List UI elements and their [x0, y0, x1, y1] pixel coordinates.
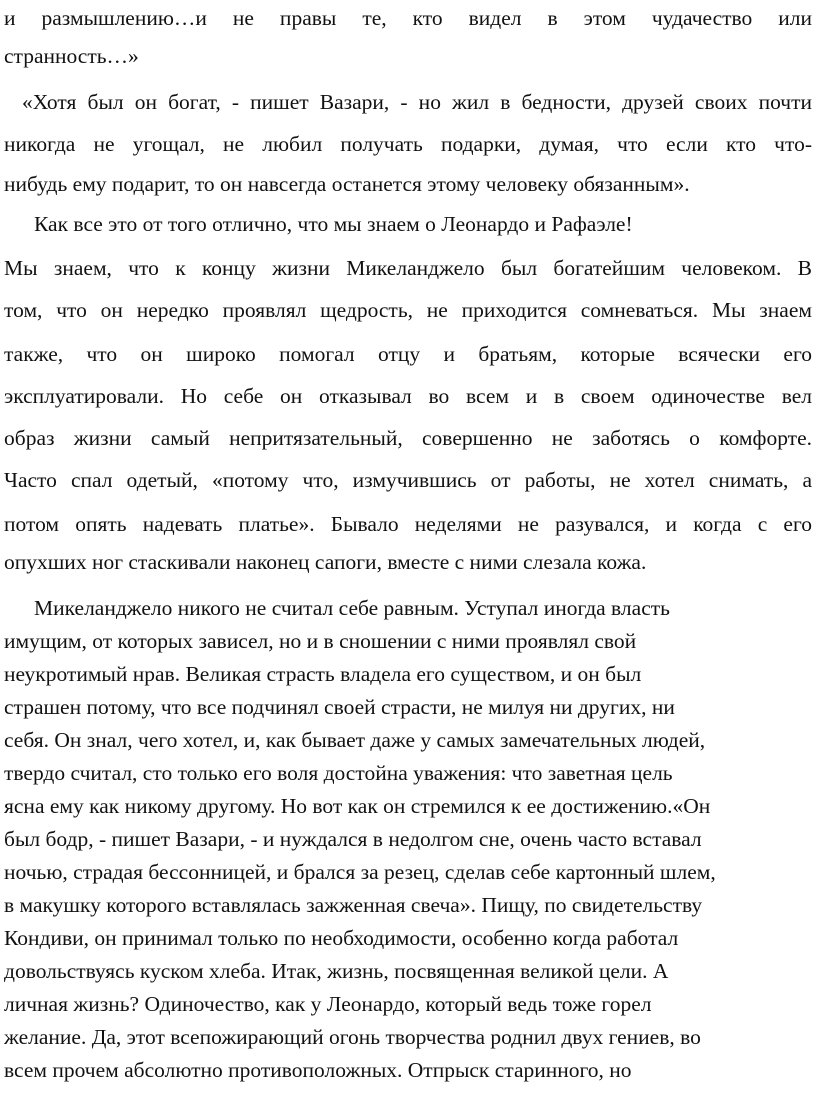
text-line: также, что он широко помогал отцу и братьям, которые всячески его	[4, 342, 812, 366]
text-line: неукротимый нрав. Великая страсть владела его существом, и он был	[4, 662, 642, 686]
text-line: Мы знаем, что к концу жизни Микеланджело был богатейшим человеком. В	[4, 256, 812, 280]
text-line: том, что он нередко проявлял щедрость, не приходится сомневаться. Мы знаем	[4, 298, 812, 322]
text-line: опухших ног стаскивали наконец сапоги, вместе с ними слезала кожа.	[4, 550, 647, 574]
text-line: и размышлению…и не правы те, кто видел в этом чудачество или	[4, 6, 812, 30]
text-line: себя. Он знал, чего хотел, и, как бывает даже у самых замечательных людей,	[4, 728, 706, 752]
text-line: в макушку которого вставлялась зажженная свеча». Пищу, по свидетельству	[4, 893, 703, 917]
text-line: нибудь ему подарит, то он навсегда останется этому человеку обязанным».	[4, 172, 690, 196]
text-line: «Хотя был он богат, - пишет Вазари, - но жил в бедности, друзей своих почти	[22, 90, 812, 114]
text-line: потом опять надевать платье». Бывало неделями не разувался, и когда с его	[4, 512, 812, 536]
text-line: был бодр, - пишет Вазари, - и нуждался в недолгом сне, очень часто вставал	[4, 827, 702, 851]
text-line: Микеланджело никого не считал себе равным. Уступал иногда власть	[34, 596, 670, 620]
text-line: Кондиви, он принимал только по необходимости, особенно когда работал	[4, 926, 679, 950]
text-line: ясна ему как никому другому. Но вот как он стремился к ее достижению.«Он	[4, 794, 711, 818]
text-line: Как все это от того отлично, что мы знаем о Леонардо и Рафаэле!	[34, 212, 633, 236]
text-line: страшен потому, что все подчинял своей страсти, не милуя ни других, ни	[4, 695, 675, 719]
text-line: имущим, от которых зависел, но и в сношении с ними проявлял свой	[4, 629, 637, 653]
text-line: образ жизни самый непритязательный, совершенно не заботясь о комфорте.	[4, 426, 812, 450]
text-line: всем прочем абсолютно противоположных. Отпрыск старинного, но	[4, 1058, 632, 1082]
text-line: никогда не угощал, не любил получать подарки, думая, что если кто что-	[4, 132, 812, 156]
text-line: личная жизнь? Одиночество, как у Леонардо, который ведь тоже горел	[4, 992, 652, 1016]
text-line: твердо считал, сто только его воля достойна уважения: что заветная цель	[4, 761, 673, 785]
text-line: Часто спал одетый, «потому что, измучившись от работы, не хотел снимать, а	[4, 468, 812, 492]
text-line: ночью, страдая бессонницей, и брался за резец, сделав себе картонный шлем,	[4, 860, 716, 884]
text-line: довольствуясь куском хлеба. Итак, жизнь, посвященная великой цели. А	[4, 959, 669, 983]
text-line: эксплуатировали. Но себе он отказывал во всем и в своем одиночестве вел	[4, 384, 812, 408]
text-line: желание. Да, этот всепожирающий огонь творчества роднил двух гениев, во	[4, 1025, 701, 1049]
text-line: странность…»	[4, 44, 139, 68]
